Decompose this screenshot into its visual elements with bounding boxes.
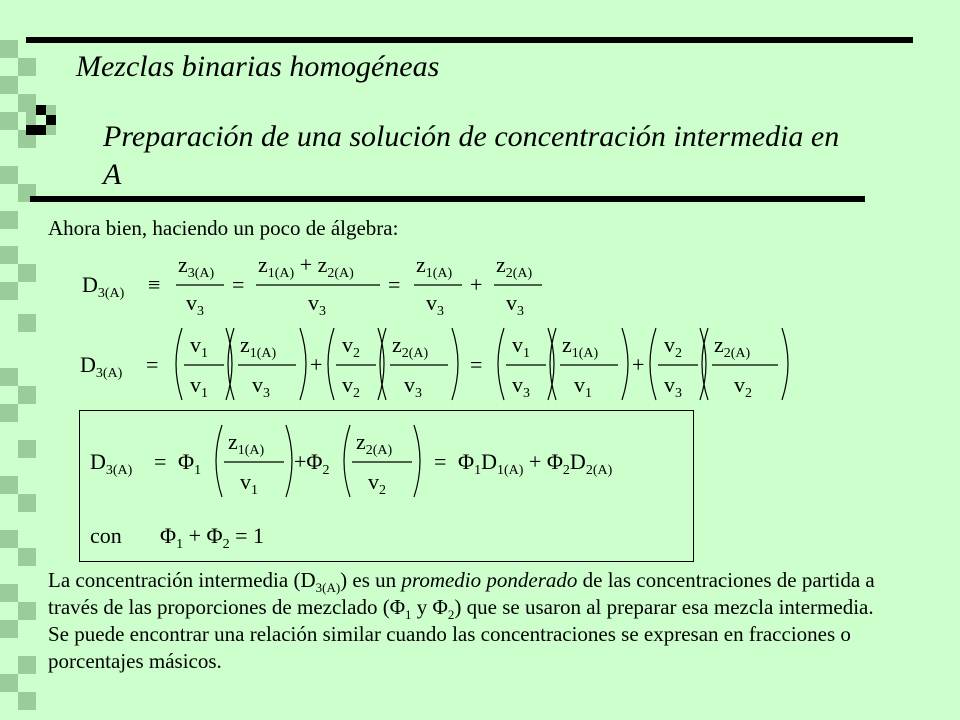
emphasis-weighted-average: promedio ponderado [401, 568, 578, 592]
header-rule-top [26, 37, 913, 43]
svg-text:=: = [232, 272, 245, 297]
equation-3 [88, 419, 688, 503]
equation-1 [78, 248, 558, 320]
svg-text:v3: $v_3$ [506, 290, 524, 319]
equation-2 [78, 322, 818, 406]
svg-text:=: = [388, 272, 401, 297]
svg-text:+: + [470, 272, 483, 297]
svg-text:z2(A): $z_{2(A)}$ [392, 332, 429, 361]
svg-text:=: = [154, 449, 167, 474]
svg-text:+: + [310, 352, 323, 377]
slide-subtitle: Preparación de una solución de concentración intermedia en A [103, 120, 840, 191]
slide-title: Mezclas binarias homogéneas [76, 50, 440, 83]
svg-text:v2: $v_2$ [342, 372, 360, 401]
svg-text:v3: $v_3$ [664, 372, 682, 401]
svg-text:=: = [434, 449, 447, 474]
svg-text:v3: $v_3$ [308, 290, 326, 319]
svg-text:v3: $v_3$ [404, 372, 422, 401]
svg-text:z1(A): $z_{1(A)}$ [240, 332, 277, 361]
svg-text:D3(A): $D_{3(A)}$ [80, 352, 123, 381]
svg-text:D3(A): $D_{3(A)}$ [82, 272, 125, 301]
svg-text:+Φ2: $+\Phi_2$ [294, 449, 330, 478]
svg-text:v1: $v_1$ [190, 332, 208, 361]
explanation-text: La concentración intermedia $(D_{3(A)})$ es un promedio ponderado de las concentraciones de partida a través de las proporciones de mezclado ($\Phi_1$ y $\Phi_2$) que se usaron al preparar esa mezcla intermedia. Se puede encontrar una relación similar cuando las concentraciones se expresan en fracciones o porcentajes másicos. [48, 568, 875, 673]
intro-text: Ahora bien, haciendo un poco de álgebra: [48, 216, 399, 240]
svg-text:z2(A): $z_{2(A)}$ [714, 332, 751, 361]
svg-text:v2: $v_2$ [368, 469, 386, 498]
svg-text:v1: $v_1$ [574, 372, 592, 401]
svg-text:z1(A): $z_{1(A)}$ [562, 332, 599, 361]
svg-text:=: = [470, 352, 483, 377]
svg-text:v1: $v_1$ [512, 332, 530, 361]
svg-text:z1(A): $z_{1(A)}$ [228, 429, 265, 458]
svg-text:z2(A): $z_{2(A)}$ [356, 429, 393, 458]
svg-text:Φ1 + Φ2 = 1: $\Phi_1 + \Phi_2 = 1$ [160, 523, 265, 552]
svg-text:v3: $v_3$ [512, 372, 530, 401]
svg-text:con: con [90, 523, 122, 548]
svg-text:v1: $v_1$ [190, 372, 208, 401]
svg-text:z3(A): $z_{3(A)}$ [178, 252, 215, 281]
svg-text:v2: $v_2$ [342, 332, 360, 361]
equation-4 [88, 515, 408, 555]
svg-text:Φ1: $\Phi_1$ [178, 449, 202, 478]
closing-sentence: Se puede encontrar una relación similar cuando las concentraciones se expresan en fracciones o porcentajes másicos. [48, 622, 851, 673]
svg-text:v3: $v_3$ [252, 372, 270, 401]
svg-text:z2(A): $z_{2(A)}$ [496, 252, 533, 281]
svg-text:=: = [146, 352, 159, 377]
svg-text:+: + [632, 352, 645, 377]
svg-text:z1(A) + z2(A): $z_{1(A)} + z_{2(A)}$ [258, 252, 354, 281]
svg-text:D3(A): $D_{3(A)}$ [90, 449, 133, 478]
svg-text:z1(A): $z_{1(A)}$ [416, 252, 453, 281]
svg-text:v3: $v_3$ [186, 290, 204, 319]
svg-text:v3: $v_3$ [426, 290, 444, 319]
svg-text:≡: ≡ [148, 272, 161, 297]
result-box [79, 410, 694, 562]
svg-text:v1: $v_1$ [240, 469, 258, 498]
svg-text:Φ1D1(A) + Φ2D2(A): $\Phi_1D_{1(A)} + \Phi_2D_{2(A)}$ [458, 449, 613, 478]
checker-bullet-icon [26, 105, 56, 135]
header-rule-bottom [30, 196, 865, 202]
svg-text:v2: $v_2$ [734, 372, 752, 401]
svg-text:v2: $v_2$ [664, 332, 682, 361]
